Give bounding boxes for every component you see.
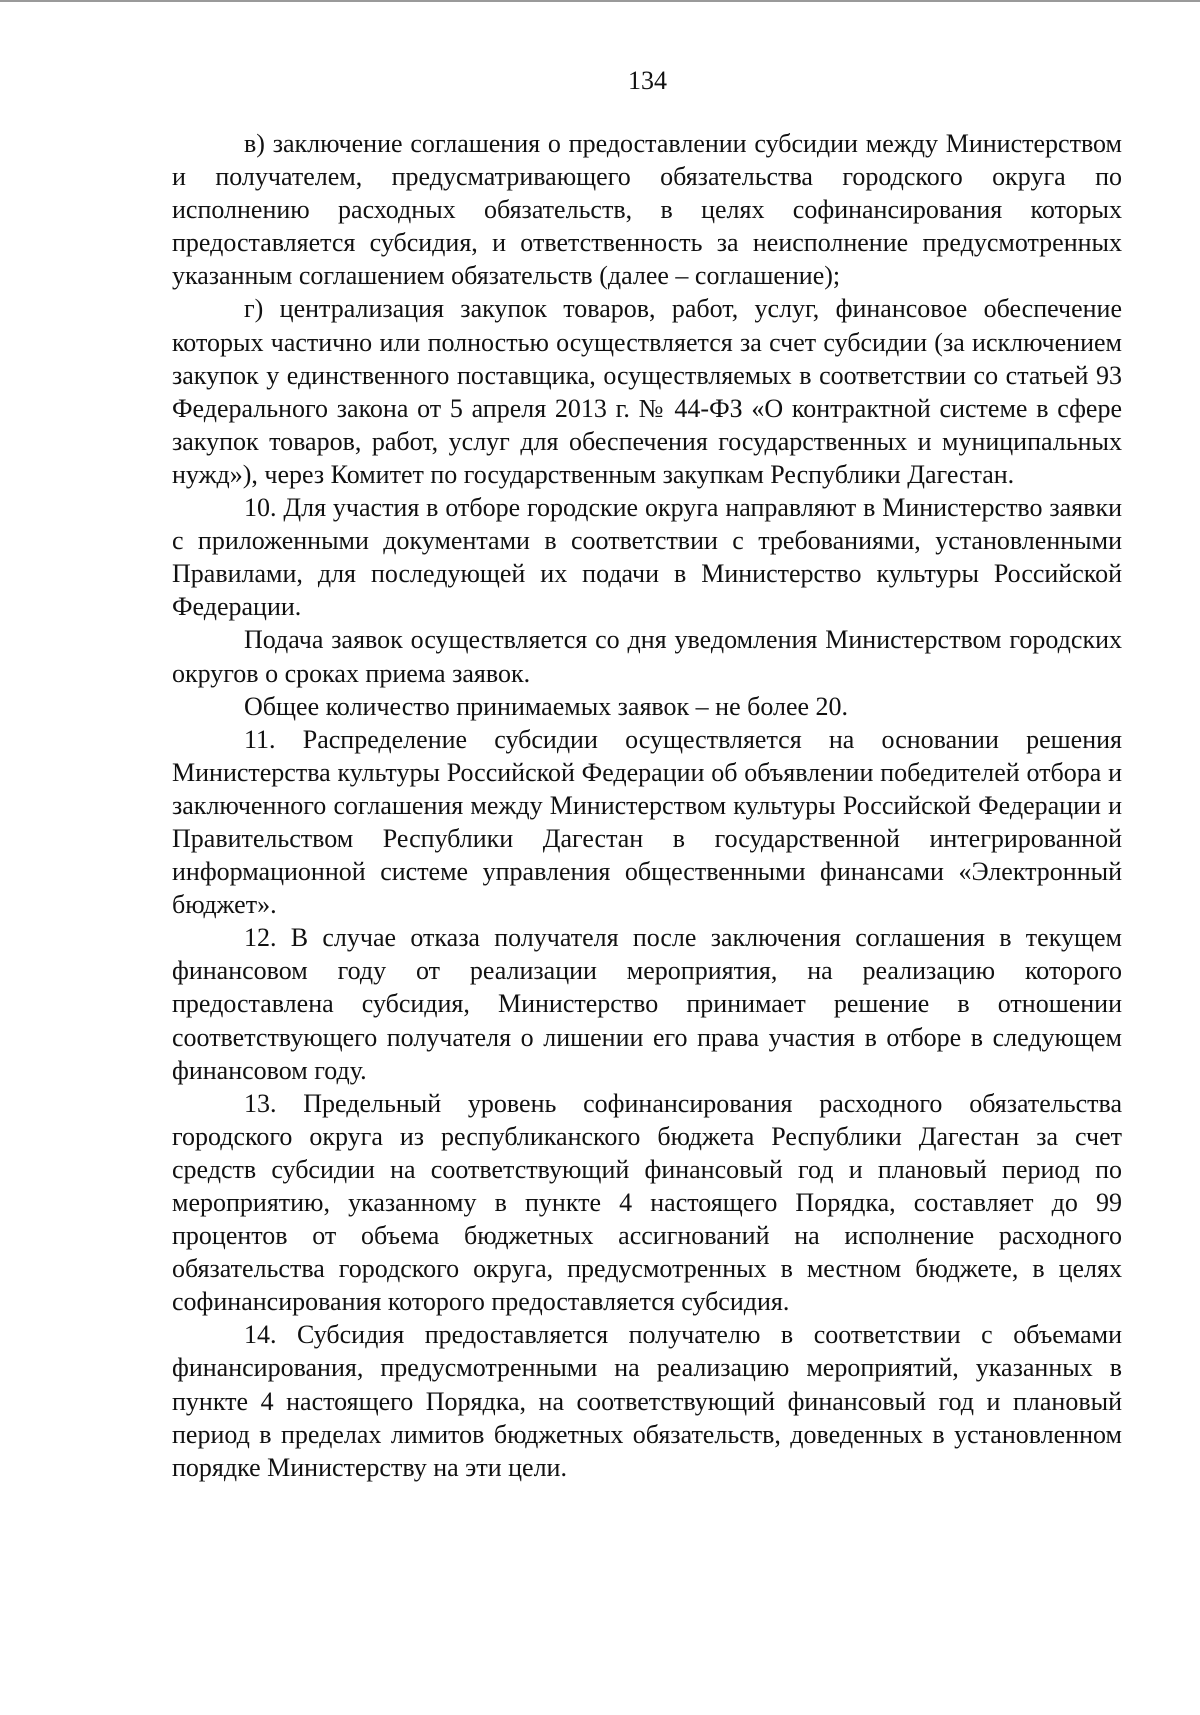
paragraph-submission-start: Подача заявок осуществляется со дня уведомления Министерством городских округов о сроках приема заявок. (172, 625, 1122, 688)
paragraph-v-agreement: в) заключение соглашения о предоставлении субсидии между Министерством и получателем, предусматривающего обязательства городского округа по исполнению расходных обязательств, в целях софинансирования которых предоставляется субсидия, и ответственность за неисполнение предусмотренных указанным соглашением обязательств (далее – соглашение); (172, 129, 1122, 291)
paragraph-13-cofinancing-level: 13. Предельный уровень софинансирования расходного обязательства городского округа из республиканского бюджета Республики Дагестан за счет средств субсидии на соответствующий финансовый год и плановый период по мероприятию, указанному в пункте 4 настоящего Порядка, составляет до 99 процентов от объема бюджетных ассигнований на исполнение расходного обязательства городского округа, предусмотренных в местном бюджете, в целях софинансирования которого предоставляется субсидия. (172, 1088, 1122, 1317)
paragraph-application-limit: Общее количество принимаемых заявок – не более 20. (244, 691, 849, 721)
document-body (172, 127, 1122, 1484)
paragraph-g-procurement: г) централизация закупок товаров, работ, услуг, финансовое обеспечение которых частично или полностью осуществляется за счет субсидии (за исключением закупок у единственного поставщика, осуществляемых в соответствии со статьей 93 Федерального закона от 5 апреля 2013 г. № 44-ФЗ «О контрактной системе в сфере закупок товаров, работ, услуг для обеспечения государственных и муниципальных нужд»), через Комитет по государственным закупкам Республики Дагестан. (172, 294, 1122, 489)
page-number: 134 (628, 66, 667, 95)
paragraph-11-distribution: 11. Распределение субсидии осуществляется на основании решения Министерства культуры Российской Федерации об объявлении победителей отбора и заключенного соглашения между Министерством культуры Российской Федерации и Правительством Республики Дагестан в государственной интегрированной информационной системе управления общественными финансами «Электронный бюджет». (172, 724, 1122, 920)
paragraph-14-subsidy-provision: 14. Субсидия предоставляется получателю в соответствии с объемами финансирования, предусмотренными на реализацию мероприятий, указанных в пункте 4 настоящего Порядка, на соответствующий финансовый год и плановый период в пределах лимитов бюджетных обязательств, доведенных в установленном порядке Министерству на эти цели. (172, 1320, 1122, 1482)
paragraph-12-refusal: 12. В случае отказа получателя после заключения соглашения в текущем финансовом году от реализации мероприятия, на реализацию которого предоставлена субсидия, Министерство принимает решение в отношении соответствующего получателя о лишении его права участия в отборе в следующем финансовом году. (172, 923, 1122, 1085)
top-border-line (0, 0, 1200, 2)
paragraph-10-applications: 10. Для участия в отборе городские округа направляют в Министерство заявки с приложенными документами в соответствии с требованиями, установленными Правилами, для последующей их подачи в Министерство культуры Российской Федерации. (172, 493, 1122, 622)
